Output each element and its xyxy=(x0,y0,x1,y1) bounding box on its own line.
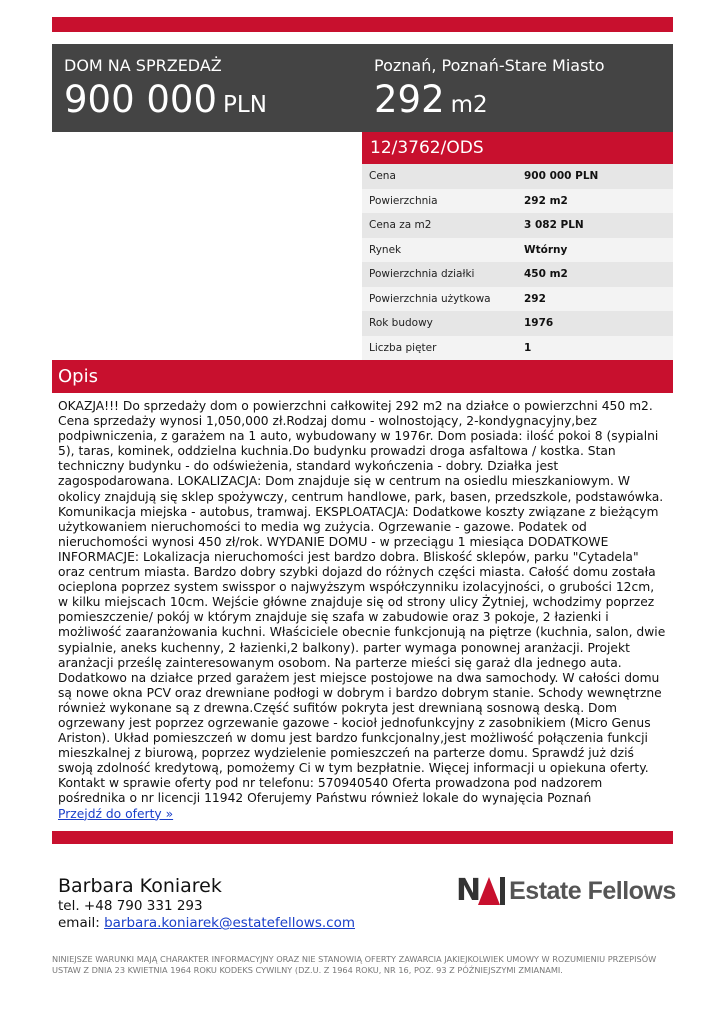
agent-name: Barbara Koniarek xyxy=(58,875,222,897)
detail-row xyxy=(362,262,673,287)
details-table xyxy=(362,164,673,360)
company-logo xyxy=(456,873,676,909)
email-prefix: email: xyxy=(58,915,105,931)
location: Poznań, Poznań-Stare Miasto xyxy=(374,56,605,75)
agent-phone: tel. +48 790 331 293 xyxy=(58,898,203,914)
detail-label: Rynek xyxy=(369,243,402,256)
description-heading: Opis xyxy=(52,360,673,393)
logo-text: Estate Fellows xyxy=(509,876,676,905)
detail-label: Liczba pięter xyxy=(369,341,437,354)
detail-row xyxy=(362,311,673,336)
detail-row xyxy=(362,189,673,214)
price-number: 900 000 xyxy=(64,78,218,121)
agent-email-link[interactable]: barbara.koniarek@estatefellows.com xyxy=(104,915,356,931)
logo-bar-icon xyxy=(500,877,505,905)
detail-value: 1976 xyxy=(524,317,554,330)
area-number: 292 xyxy=(374,78,445,121)
footer-accent-bar xyxy=(52,831,673,844)
detail-value: 3 082 PLN xyxy=(524,219,584,232)
detail-row xyxy=(362,238,673,263)
agent-email-line xyxy=(58,915,355,932)
offer-link[interactable]: Przejdź do oferty » xyxy=(58,806,174,821)
nai-logo-mark xyxy=(456,875,505,907)
detail-row xyxy=(362,336,673,361)
detail-label: Powierzchnia użytkowa xyxy=(369,292,491,305)
logo-letter-n: N xyxy=(456,873,481,908)
detail-label: Cena za m2 xyxy=(369,219,432,232)
area-unit: m2 xyxy=(450,92,488,118)
detail-row xyxy=(362,213,673,238)
detail-row xyxy=(362,287,673,312)
price-unit: PLN xyxy=(223,92,267,118)
description-text: OKAZJA!!! Do sprzedaży dom o powierzchni całkowitej 292 m2 na działce o powierzchni 450 m2. Cena sprzedaży wynosi 1,050,000 zł.Rodzaj domu - wolnostojący, 2-kondygnacyjny,bez podpiwniczenia, z garażem na 1 auto, wybudowany w 1976r. Dom posiada: ilość pokoi 8 (sypialni 5), taras, kominek, oddzielna kuchnia.Do budynku prowadzi droga asfaltowa / kostka. Stan techniczny budynku - do odświeżenia, standard wykończenia - dobry. Działka jest zagospodarowana. LOKALIZACJA: Dom znajduje się w centrum na osiedlu mieszkaniowym. W okolicy znajdują się sklep spożywczy, centrum handlowe, park, basen, przedszkole, podstawówka. Komunikacja miejska - autobus, tramwaj. EKSPLOATACJA: Dodatkowe koszty związane z bieżącym użytkowaniem nieruchomości to media wg zużycia. Ogrzewanie - gazowe. Podatek od nieruchomości wynosi 450 zł/rok. WYDANIE DOMU - w przeciągu 1 miesiąca DODATKOWE INFORMACJE: Lokalizacja nieruchomości jest bardzo dobra. Bliskość sklepów, parku "Cytadela" oraz centrum miasta. Bardzo dobry szybki dojazd do różnych części miasta. Całość domu została ocieplona poprzez system swisspor o najwyższym współczynniku izolacyjności, o grubości 12cm, w kilku miejscach 10cm. Wejście główne znajduje się od strony ulicy Żytniej, wchodzimy poprzez pomieszczenie/ pokój w którym znajduje się szafa w zabudowie oraz 3 pokoje, 2 łazienki i możliwość zaaranżowania kuchni. Właściciele obecnie funkcjonują na piętrze (kuchnia, salon, dwie sypialnie, aneks kuchenny, 2 łazienki,2 balkony). parter wymaga ponownej aranżacji. Projekt aranżacji prześlę zainteresowanym osobom. Na parterze mieści się garaż dla jednego auta. Dodatkowo na działce przed garażem jest miejsce postojowe na dwa samochody. W całości domu są nowe okna PCV oraz drewniane podłogi w dobrym i bardzo dobrym stanie. Schody wewnętrzne również wykonane są z drewna.Część sufitów pokryta jest drewnianą sosnową deską. Dom ogrzewany jest poprzez ogrzewanie gazowe - kocioł jednofunkcyjny z zasobnikiem (Micro Genus Ariston). Układ pomieszczeń w domu jest bardzo funkcjonalny,jest możliwość połączenia funkcji mieszkalnej z biurową, poprzez wydzielenie pomieszczeń na parterze domu. Sprawdź już dziś swoją zdolność kredytową, pomożemy Ci w tym bezpłatnie. Więcej informacji u opiekuna oferty. Kontakt w sprawie oferty pod nr telefonu: 570940540 Oferta prowadzona pod nadzorem pośrednika o nr licencji 11942 Oferujemy Państwu również lokale do wynajęcia Poznań xyxy=(58,399,666,806)
detail-value: 292 xyxy=(524,292,546,305)
detail-value: 1 xyxy=(524,341,532,354)
area xyxy=(374,78,605,127)
detail-value: 450 m2 xyxy=(524,268,568,281)
legal-disclaimer: NINIEJSZE WARUNKI MAJĄ CHARAKTER INFORMACYJNY ORAZ NIE STANOWIĄ OFERTY ZAWARCIA JAKIEJKOLWIEK UMOWY W ROZUMIENIU PRZEPISÓW USTAW Z DNIA 23 KWIETNIA 1964 ROKU KODEKS CYWILNY (DZ.U. Z 1964 ROKU, NR 16, POZ. 93 Z PÓŹNIEJSZYMI ZMIANAMI. xyxy=(52,954,657,975)
detail-label: Rok budowy xyxy=(369,317,433,330)
detail-label: Powierzchnia xyxy=(369,194,438,207)
agent-contact xyxy=(58,874,355,932)
listing-header xyxy=(52,44,673,132)
top-accent-bar xyxy=(52,17,673,32)
detail-value: 900 000 PLN xyxy=(524,170,599,183)
detail-label: Powierzchnia działki xyxy=(369,268,475,281)
location-block xyxy=(374,56,605,127)
detail-label: Cena xyxy=(369,170,396,183)
detail-value: Wtórny xyxy=(524,243,568,256)
price-block xyxy=(64,56,267,127)
detail-row xyxy=(362,164,673,189)
detail-value: 292 m2 xyxy=(524,194,568,207)
logo-triangle-icon xyxy=(478,877,500,905)
description-section xyxy=(58,399,668,822)
listing-type: DOM NA SPRZEDAŻ xyxy=(64,56,222,75)
offer-reference: 12/3762/ODS xyxy=(362,132,673,164)
price xyxy=(64,78,267,127)
